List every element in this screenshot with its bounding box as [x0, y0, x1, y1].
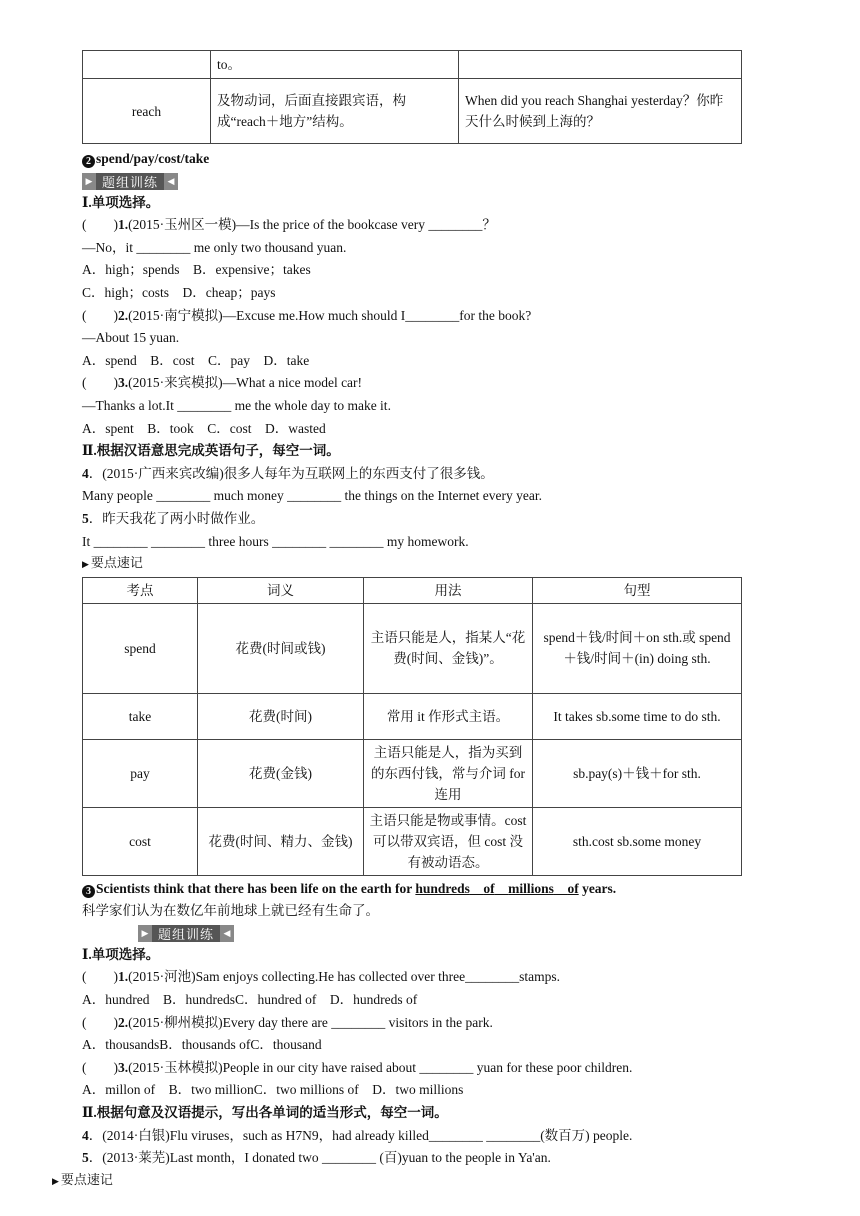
table-cell: spend — [83, 603, 198, 693]
table-cell: It takes sb.some time to do sth. — [533, 693, 742, 739]
question-line: —Thanks a lot.It ________ me the whole day to make it. — [82, 397, 391, 413]
question-line: ( )3.(2015·玉林模拟)People in our city have raised about ________ yuan for these poor children. — [82, 1059, 633, 1075]
table-header-row — [83, 577, 742, 603]
option-line: A．spend B．cost C．pay D．take — [82, 352, 310, 368]
question-line: —About 15 yuan. — [82, 330, 180, 346]
option-line: A．spent B．took C．cost D．wasted — [82, 420, 326, 436]
part-title: Ⅱ.根据句意及汉语提示，写出各单词的适当形式，每空一词。 — [82, 1105, 448, 1121]
right-arrow-icon: ▶ — [82, 173, 96, 190]
question-line: ( )3.(2015·来宾模拟)—What a nice model car! — [82, 375, 363, 391]
table-row — [83, 603, 742, 693]
table-row — [83, 79, 742, 144]
table-cell: take — [83, 693, 198, 739]
table-cell: sth.cost sb.some money — [533, 807, 742, 875]
question-line: 4．(2014·白银)Flu viruses，such as H7N9，had already killed________ ________(数百万) people. — [82, 1127, 633, 1143]
table-cell-example: When did you reach Shanghai yesterday？你昨天什么时候到上海的？ — [459, 79, 742, 144]
practice-banner: ▶ 题组训练 ◀ — [138, 925, 234, 942]
table-cell: 常用 it 作形式主语。 — [364, 693, 533, 739]
summary-table — [82, 577, 742, 876]
table-cell: sb.pay(s)＋钱＋for sth. — [533, 739, 742, 807]
section-3-title: 3 Scientists think that there has been life on the earth for hundreds of millions of years. — [82, 878, 742, 901]
table-cell: 花费(时间或钱) — [198, 603, 364, 693]
table-cell-word — [83, 51, 211, 79]
left-arrow-icon: ◀ — [220, 925, 234, 942]
question-line: —No，it ________ me only two thousand yuan. — [82, 239, 347, 255]
table-cell: pay — [83, 739, 198, 807]
question-line: 5．(2013·莱芜)Last month，I donated two ________ (百)yuan to the people in Ya'an. — [82, 1150, 551, 1166]
question-line: 4．(2015·广西来宾改编)很多人每年为互联网上的东西支付了很多钱。 — [82, 465, 494, 481]
table-row — [83, 739, 742, 807]
table-cell: 主语只能是人，指某人“花费(时间、金钱)”。 — [364, 603, 533, 693]
triangle-icon: ▶ — [52, 1176, 59, 1187]
question-line: ( )2.(2015·南宁模拟)—Excuse me.How much should I________for the book? — [82, 307, 532, 323]
reach-table — [82, 50, 742, 144]
table-cell: 主语只能是物或事情。cost 可以带双宾语，但 cost 没有被动语态。 — [364, 807, 533, 875]
header-cell: 词义 — [198, 577, 364, 603]
table-cell: 花费(金钱) — [198, 739, 364, 807]
table-cell: 花费(时间) — [198, 693, 364, 739]
option-line: A．hundred B．hundredsC．hundred of D．hundreds of — [82, 992, 418, 1008]
table-row — [83, 51, 742, 79]
table-row — [83, 807, 742, 875]
question-line: ( )1.(2015·河池)Sam enjoys collecting.He has collected over three________stamps. — [82, 969, 561, 985]
part-title: Ⅰ.单项选择。 — [82, 194, 160, 210]
header-cell: 句型 — [533, 577, 742, 603]
option-line: C．high；costs D．cheap；pays — [82, 284, 276, 300]
document-page — [52, 50, 742, 1193]
question-line: ( )1.(2015·玉州区一模)—Is the price of the bookcase very ________？ — [82, 217, 496, 233]
number-badge: 2 — [82, 155, 95, 168]
answer-line: It ________ ________ three hours ________ ________ my homework. — [82, 533, 469, 549]
option-line: A．millon of B．two millionC．two millions of D．two millions — [82, 1082, 464, 1098]
left-arrow-icon: ◀ — [164, 173, 178, 190]
table-cell: 主语只能是人，指为买到的东西付钱，常与介词 for 连用 — [364, 739, 533, 807]
question-line: 5．昨天我花了两小时做作业。 — [82, 510, 265, 526]
table-row — [83, 693, 742, 739]
question-line: ( )2.(2015·柳州模拟)Every day there are ________ visitors in the park. — [82, 1014, 493, 1030]
section-2-title: 2 spend/pay/cost/take — [82, 148, 742, 171]
part-title: Ⅰ.单项选择。 — [82, 946, 160, 962]
right-arrow-icon: ▶ — [138, 925, 152, 942]
table-cell: spend＋钱/时间＋on sth.或 spend＋钱/时间＋(in) doing sth. — [533, 603, 742, 693]
option-line: A．thousandsB．thousands ofC．thousand — [82, 1037, 322, 1053]
triangle-icon: ▶ — [82, 560, 89, 571]
question-list — [82, 966, 742, 1102]
table-cell-example — [459, 51, 742, 79]
option-line: A．high；spends B．expensive；takes — [82, 262, 311, 278]
table-cell-word: reach — [83, 79, 211, 144]
memo-heading: ▶ 要点速记 — [52, 1172, 113, 1188]
table-cell: cost — [83, 807, 198, 875]
table-cell-usage: 及物动词，后面直接跟宾语，构成“reach＋地方”结构。 — [211, 79, 459, 144]
number-badge: 3 — [82, 885, 95, 898]
question-list — [82, 214, 742, 440]
translation: 科学家们认为在数亿年前地球上就已经有生命了。 — [82, 903, 379, 919]
practice-banner: ▶ 题组训练 ◀ — [82, 173, 178, 190]
header-cell: 考点 — [83, 577, 198, 603]
table-cell: 花费(时间、精力、金钱) — [198, 807, 364, 875]
memo-heading: ▶ 要点速记 — [82, 556, 143, 572]
table-cell-usage: to。 — [211, 51, 459, 79]
part-title: Ⅱ.根据汉语意思完成英语句子，每空一词。 — [82, 443, 340, 459]
answer-line: Many people ________ much money ________ the things on the Internet every year. — [82, 488, 543, 504]
header-cell: 用法 — [364, 577, 533, 603]
